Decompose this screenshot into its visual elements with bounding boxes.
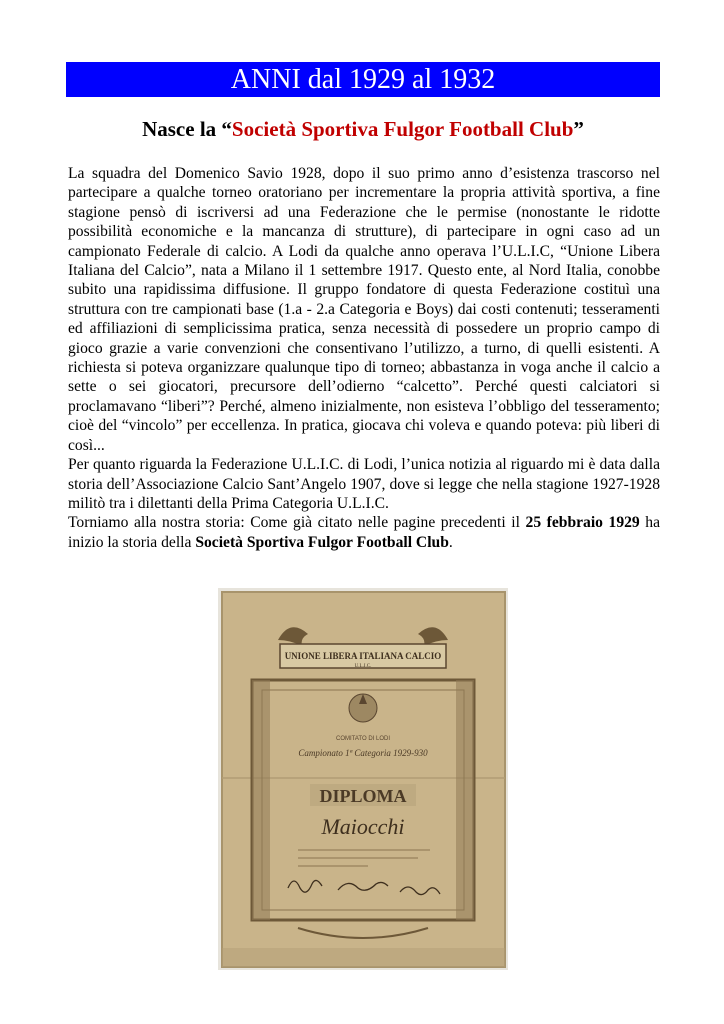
paper-stain: [222, 948, 505, 967]
paragraph-federation: Per quanto riguarda la Federazione U.L.I.C. di Lodi, l’unica notizia al riguardo mi è data dalla storia dell’Associazione Calcio Sant’Angelo 1907, dove si legge che nella stagione 1927-1928 militò tra i dilettanti della Prima Categoria U.L.I.C.: [68, 456, 660, 512]
article-body: [68, 164, 660, 552]
diploma-title: DIPLOMA: [319, 786, 407, 806]
championship-text: Campionato 1ª Categoria 1929-930: [298, 748, 428, 758]
subtitle-prefix: Nasce la “: [142, 117, 232, 141]
foundation-club-name: Società Sportiva Fulgor Football Club: [195, 533, 449, 551]
diploma-illustration: [218, 588, 508, 970]
diploma-photo: [218, 588, 508, 970]
section-subtitle: [66, 116, 660, 142]
subtitle-club-name: Società Sportiva Fulgor Football Club: [231, 117, 574, 141]
paragraph-foundation-start: Torniamo alla nostra storia: Come già citato nelle pagine precedenti il: [68, 514, 526, 532]
right-column: [456, 680, 474, 920]
left-column: [252, 680, 270, 920]
paragraph-foundation-end: .: [448, 533, 453, 551]
paragraph-foundation-middle: ha inizio la storia della: [68, 514, 660, 551]
paragraph-history: La squadra del Domenico Savio 1928, dopo il suo primo anno d’esistenza trascorso nel partecipare a qualche torneo oratoriano per incrementare la propria attività sportiva, a fine stagione pensò di iscriversi ad una Federazione che le permise (nonostante le ridotte possibilità economiche e la mancanza di strutture), di partecipare in ogni caso ad un campionato Federale di calcio. A Lodi da qualche anno operava l’U.L.I.C, “Unione Libera Italiana del Calcio”, nata a Milano il 1 settembre 1917. Questo ente, al Nord Italia, conobbe subito una rapidissima diffusione. Il gruppo fondatore di questa Federazione costituì una struttura con tre campionati base (1.a - 2.a Categoria e Boys) dai costi contenuti; tesseramenti ed affiliazioni di semplicissima pratica, senza necessità di possedere un proprio campo di gioco grazie a varie convenzioni che consentivano l’utilizzo, a turno, di quelli esistenti. A richiesta si poteva organizzare qualunque tipo di torneo; abbastanza in voga anche il calcio a sette o sei giocatori, precursore dell’odierno “calcetto”. Perché questi calciatori si proclamavano “liberi”? Perché, almeno inizialmente, non esisteva l’obbligo del tesseramento; cioè del “vincolo” per eccellenza. In pratica, giocava chi voleva e quando poteva: più liberi di così...: [68, 165, 660, 454]
banner-sub-text: U.L.I.C.: [354, 664, 372, 669]
subtitle-suffix: ”: [573, 117, 584, 141]
committee-text: COMITATO DI LODI: [335, 736, 391, 742]
paragraph-foundation: [68, 513, 660, 552]
page-title: ANNI dal 1929 al 1932: [66, 62, 660, 97]
banner-text: UNIONE LIBERA ITALIANA CALCIO: [284, 651, 442, 661]
foundation-date: 25 febbraio 1929: [525, 514, 640, 532]
recipient-name: Maiocchi: [321, 814, 405, 839]
